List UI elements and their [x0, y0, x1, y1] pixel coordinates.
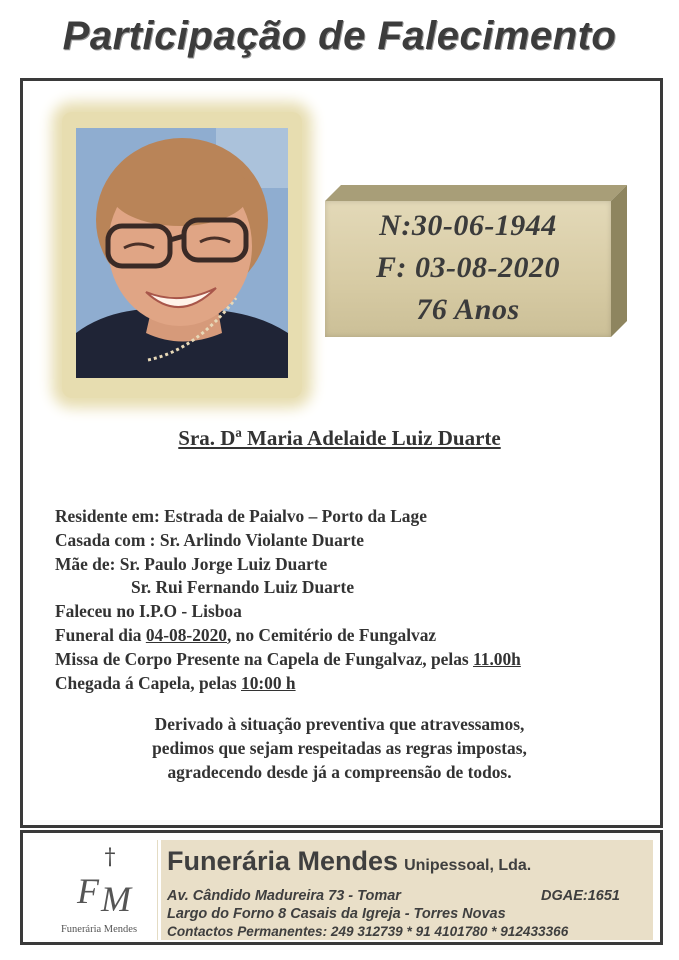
footer-info-band: [161, 840, 653, 940]
notice-line-3: agradecendo desde já a compreensão de todos.: [167, 762, 512, 782]
arrival-line: [55, 672, 645, 696]
details-block: [55, 505, 645, 695]
plaque-bevel-top: [325, 185, 627, 201]
deceased-name-text: Sra. Dª Maria Adelaide Luiz Duarte: [178, 426, 501, 450]
birth-date: N:30-06-1944: [379, 209, 557, 242]
child-1: Sr. Paulo Jorge Luiz Duarte: [119, 553, 328, 574]
age: 76 Anos: [416, 293, 520, 326]
address-line-2: Largo do Forno 8 Casais da Igreja - Torres Novas: [167, 906, 506, 922]
logo-caption: Funerária Mendes: [60, 924, 138, 935]
portrait-frame: [62, 112, 302, 398]
death-date: F: 03-08-2020: [376, 251, 560, 284]
deceased-name: [0, 426, 679, 451]
funeral-home-logo: [41, 840, 158, 940]
child-2-line: [55, 576, 645, 600]
died-at-line: Faleceu no I.P.O - Lisboa: [55, 601, 242, 622]
covid-notice: [0, 712, 679, 784]
arrival-time: 10:00 h: [241, 672, 296, 693]
address-line-1: Av. Cândido Madureira 73 - Tomar: [167, 888, 401, 904]
residence-line: Residente em: Estrada de Paialvo – Porto da Lage: [55, 506, 427, 526]
contacts-line: Contactos Permanentes: 249 312739 * 91 4101780 * 912433366: [167, 924, 569, 939]
dates-plaque: [325, 185, 627, 337]
mass-line: [55, 648, 645, 672]
children-line: [55, 553, 645, 577]
firm-name-text: Funerária Mendes: [167, 846, 399, 876]
notice-line-2: pedimos que sejam respeitadas as regras impostas,: [152, 738, 527, 758]
firm-name: [167, 846, 531, 877]
page-title: Participação de Falecimento: [62, 14, 617, 58]
cross-icon: †: [104, 845, 116, 870]
funeral-date: 04-08-2020: [145, 624, 227, 645]
funeral-line: [55, 624, 645, 648]
arrival-prefix: Chegada á Capela, pelas: [55, 672, 241, 693]
plaque-face: [325, 201, 611, 337]
funeral-suffix: , no Cemitério de Fungalvaz: [226, 624, 437, 645]
fm-monogram-logo: F M: [77, 871, 131, 919]
portrait-photo: [76, 128, 288, 378]
plaque-bevel-side: [611, 185, 627, 337]
spouse-line: Casada com : Sr. Arlindo Violante Duarte: [55, 529, 365, 550]
mass-time: 11.00h: [473, 648, 521, 669]
funeral-home-footer: [20, 830, 663, 945]
mass-prefix: Missa de Corpo Presente na Capela de Fungalvaz, pelas: [55, 648, 474, 669]
notice-line-1: Derivado à situação preventiva que atravessamos,: [154, 714, 525, 734]
firm-suffix: Unipessoal, Lda.: [404, 857, 532, 874]
children-prefix: Mãe de:: [55, 553, 120, 574]
dgae-number: DGAE:1651: [541, 888, 620, 904]
child-2: Sr. Rui Fernando Luiz Duarte: [131, 577, 355, 598]
funeral-prefix: Funeral dia: [55, 624, 146, 645]
